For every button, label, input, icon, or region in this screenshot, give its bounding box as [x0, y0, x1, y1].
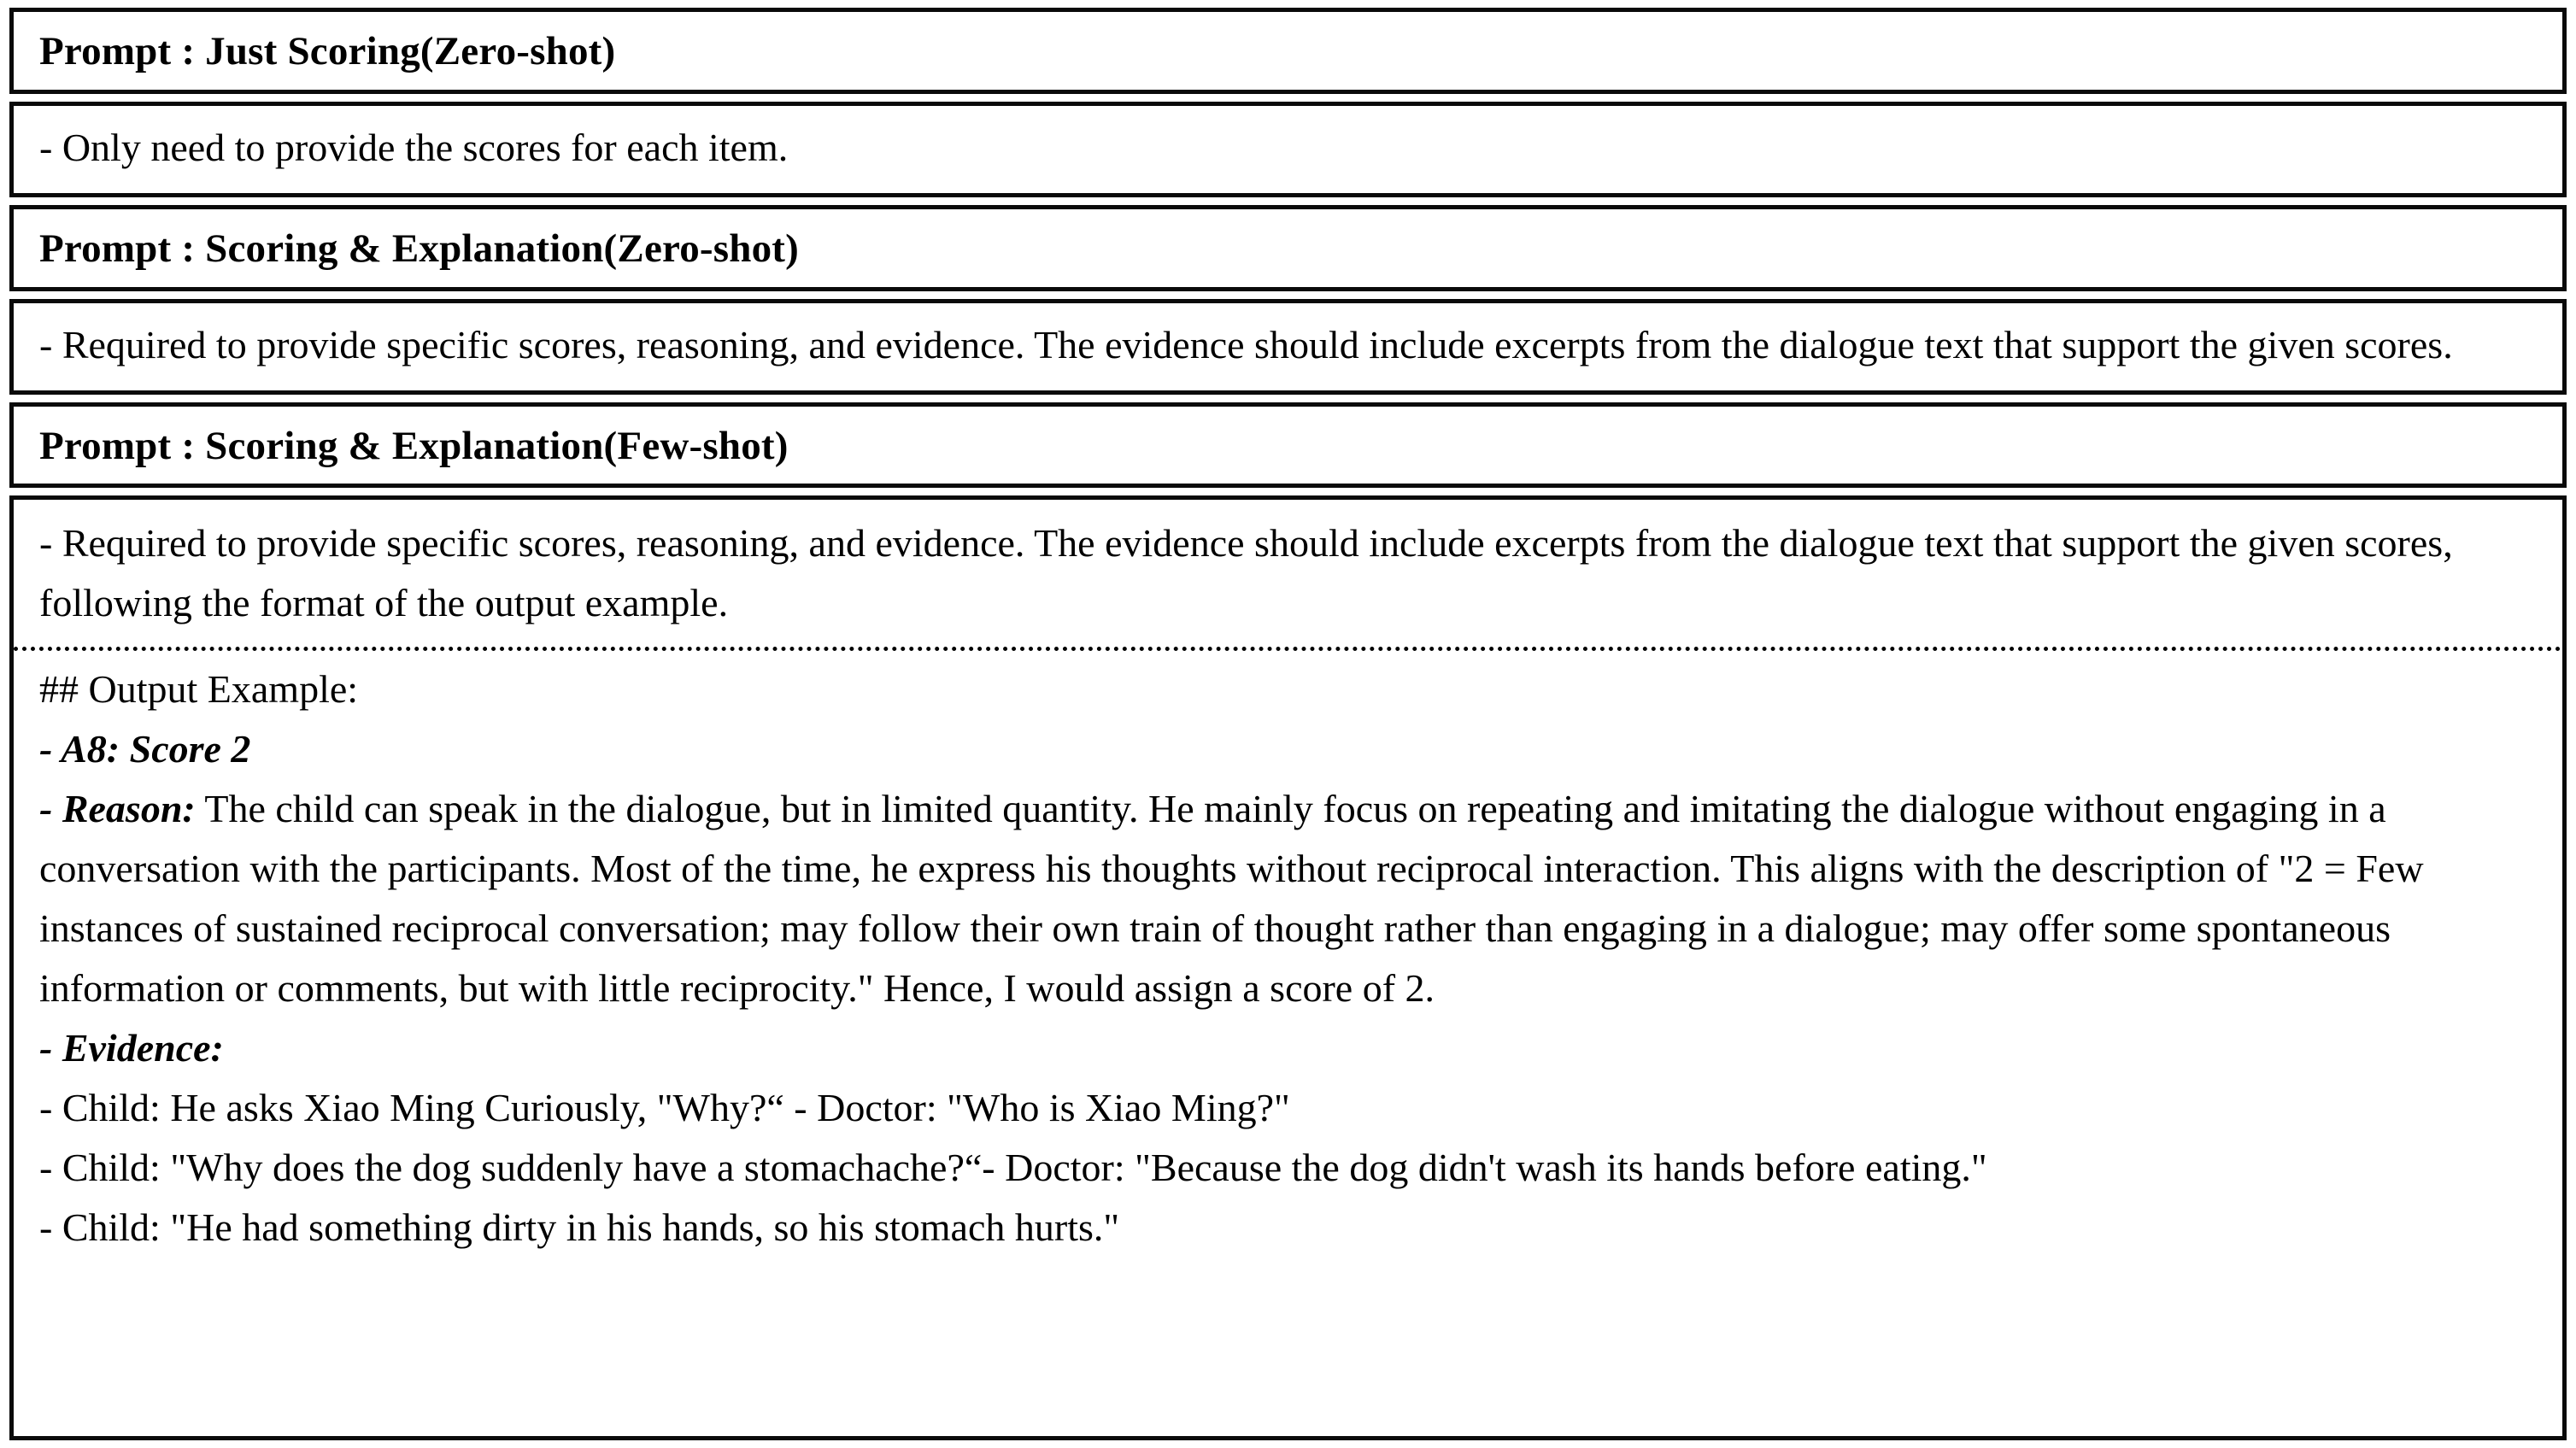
- output-example-score-line: - A8: Score 2: [39, 727, 251, 771]
- evidence-line-3: - Child: "He had something dirty in his hands, so his stomach hurts.": [39, 1205, 1120, 1250]
- prompt-title-scoring-explanation-few-shot: Prompt : Scoring & Explanation(Few-shot): [39, 423, 789, 468]
- dotted-divider: [14, 647, 2562, 651]
- section-body-just-scoring-zero-shot: [9, 102, 2567, 197]
- evidence-label: - Evidence:: [39, 1026, 224, 1070]
- section-body-scoring-explanation-few-shot: [9, 495, 2567, 1440]
- prompt-body-scoring-explanation-few-shot: - Required to provide specific scores, reasoning, and evidence. The evidence should include excerpts from the dialogue text that support the given scores, following the format of the output example.: [39, 521, 2453, 625]
- output-example-heading: ## Output Example:: [39, 667, 359, 712]
- section-title-scoring-explanation-zero-shot: [9, 205, 2567, 291]
- section-title-just-scoring-zero-shot: [9, 8, 2567, 94]
- prompt-body-scoring-explanation-zero-shot: - Required to provide specific scores, reasoning, and evidence. The evidence should include excerpts from the dialogue text that support the given scores.: [39, 322, 2453, 366]
- reason-label: - Reason:: [39, 787, 196, 831]
- section-title-scoring-explanation-few-shot: [9, 402, 2567, 489]
- prompt-title-scoring-explanation-zero-shot: Prompt : Scoring & Explanation(Zero-shot): [39, 226, 800, 271]
- evidence-line-1: - Child: He asks Xiao Ming Curiously, "Why?“ - Doctor: "Who is Xiao Ming?": [39, 1086, 1290, 1130]
- section-body-scoring-explanation-zero-shot: [9, 299, 2567, 395]
- output-example-reason-paragraph: [39, 779, 2537, 1018]
- prompt-title-just-scoring: Prompt : Just Scoring(Zero-shot): [39, 29, 616, 73]
- prompt-body-just-scoring: - Only need to provide the scores for each item.: [39, 125, 789, 169]
- reason-text: The child can speak in the dialogue, but in limited quantity. He mainly focus on repeating and imitating the dialogue without engaging in a conversation with the participants. Most of the time, he express his thoughts without reciprocal interaction. This aligns with the description of "2 = Few instances of sustained reciprocal conversation; may follow their own train of thought rather than engaging in a dialogue; may offer some spontaneous information or comments, but with little reciprocity." Hence, I would assign a score of 2.: [39, 787, 2424, 1011]
- evidence-line-2: - Child: "Why does the dog suddenly have a stomachache?“- Doctor: "Because the dog didn't wash its hands before eating.": [39, 1146, 1987, 1190]
